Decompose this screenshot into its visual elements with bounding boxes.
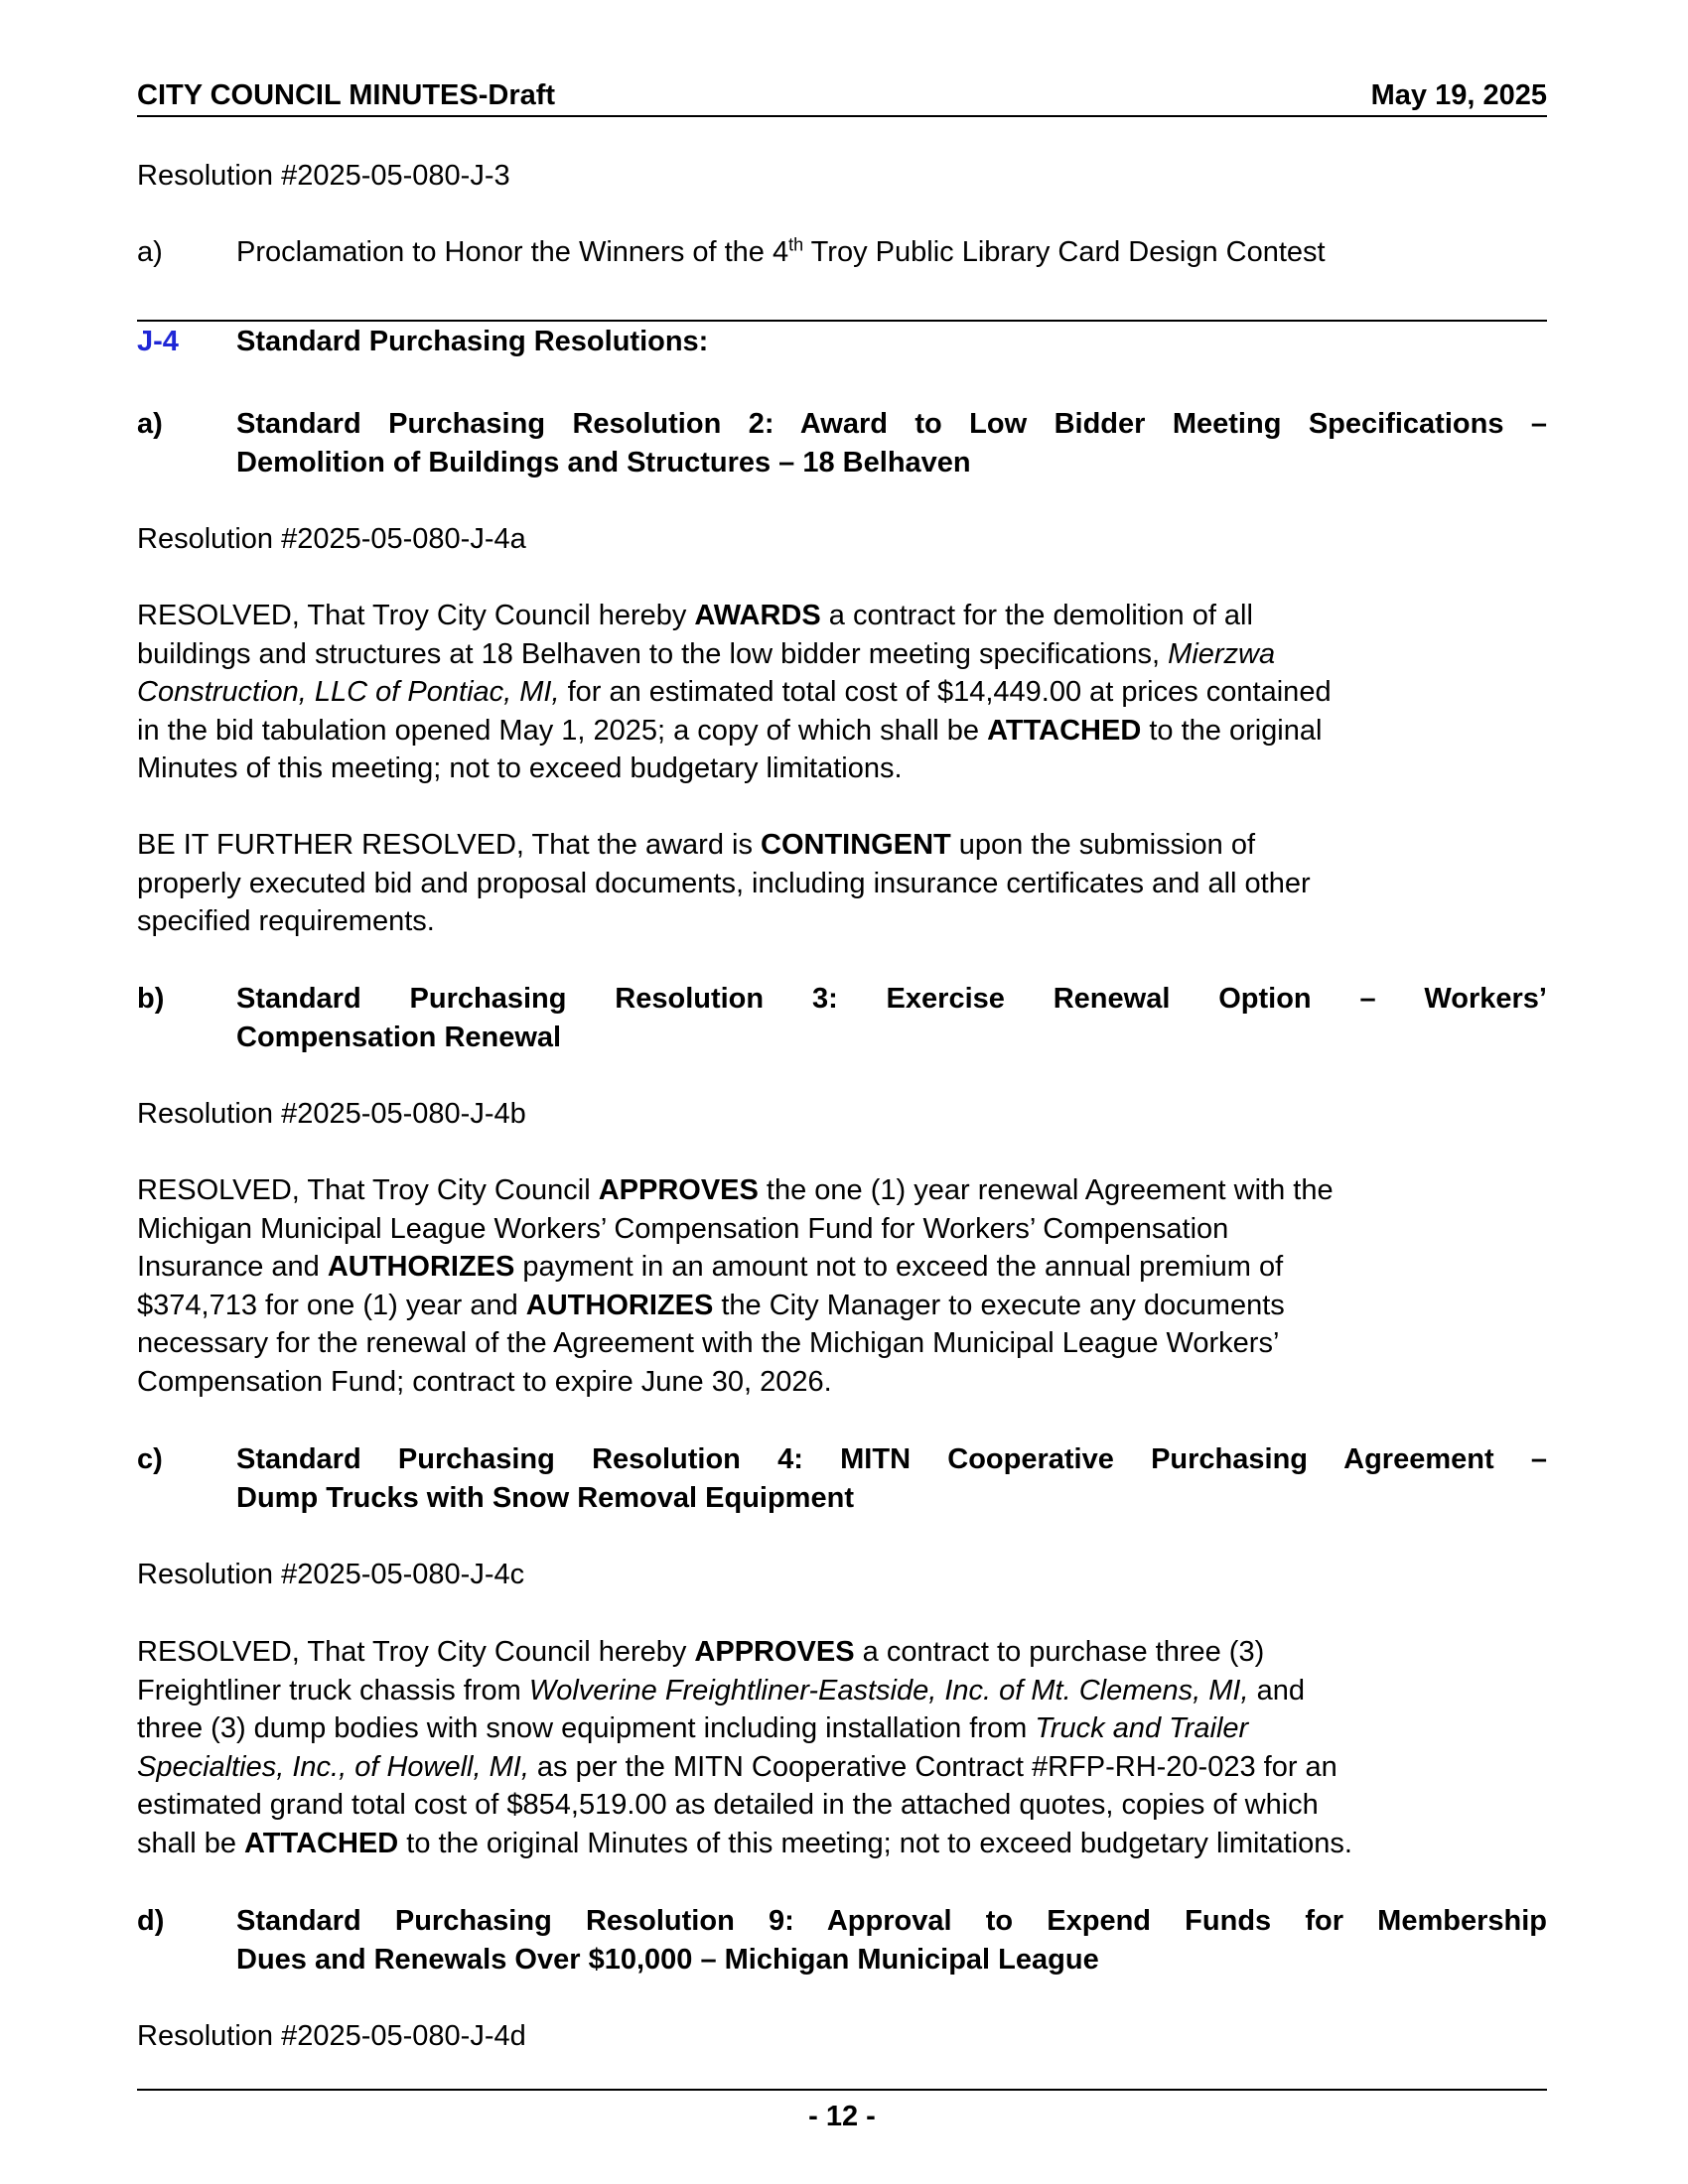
section-divider	[137, 320, 1547, 322]
section-code: J-4	[137, 326, 179, 357]
item-label-d: d)	[137, 1905, 165, 1937]
footer-divider	[137, 2089, 1547, 2091]
section-title: Standard Purchasing Resolutions:	[236, 326, 709, 357]
item-d-heading: Standard Purchasing Resolution 9: Approval to Expend Funds for Membership Dues and Renewals Over $10,000 – Michigan Municipal League	[236, 1905, 1547, 1976]
header-title: CITY COUNCIL MINUTES-Draft	[137, 79, 556, 111]
resolution-id-j4d: Resolution #2025-05-080-J-4d	[137, 2020, 526, 2052]
item-b-paragraph-1: RESOLVED, That Troy City Council APPROVES the one (1) year renewal Agreement with the Michigan Municipal League Workers’ Compensation Fund for Workers’ Compensation Insurance and AUTHORIZES payment in an amount not to exceed the annual premium of $374,713 for one (1) year and AUTHORIZES the City Manager to execute any documents necessary for the renewal of the Agreement with the Michigan Municipal League Workers’ Compensation Fund; contract to expire June 30, 2026.	[137, 1174, 1334, 1398]
item-label-a: a)	[137, 408, 163, 440]
resolution-id-j4a: Resolution #2025-05-080-J-4a	[137, 523, 526, 555]
item-b-heading: Standard Purchasing Resolution 3: Exercise Renewal Option – Workers’ Compensation Renewal	[236, 983, 1547, 1053]
resolution-id-j4b: Resolution #2025-05-080-J-4b	[137, 1098, 526, 1130]
page-header	[137, 79, 1547, 117]
resolution-id-j4c: Resolution #2025-05-080-J-4c	[137, 1559, 525, 1590]
item-a-heading: Standard Purchasing Resolution 2: Award to Low Bidder Meeting Specifications – Demolition of Buildings and Structures – 18 Belhaven	[236, 408, 1547, 478]
item-c-heading: Standard Purchasing Resolution 4: MITN Cooperative Purchasing Agreement – Dump Trucks with Snow Removal Equipment	[236, 1443, 1547, 1514]
item-label-b: b)	[137, 983, 165, 1015]
item-label-a-j3: a)	[137, 236, 163, 268]
proclamation-text: Proclamation to Honor the Winners of the 4th Troy Public Library Card Design Contest	[236, 234, 1326, 268]
header-date: May 19, 2025	[1370, 79, 1547, 111]
resolution-id-j3: Resolution #2025-05-080-J-3	[137, 160, 510, 192]
item-c-paragraph-1: RESOLVED, That Troy City Council hereby APPROVES a contract to purchase three (3) Freightliner truck chassis from Wolverine Freightliner-Eastside, Inc. of Mt. Clemens, MI, and three (3) dump bodies with snow equipment including installation from Truck and Trailer Specialties, Inc., of Howell, MI, as per the MITN Cooperative Contract #RFP-RH-20-023 for an estimated grand total cost of $854,519.00 as detailed in the attached quotes, copies of which shall be ATTACHED to the original Minutes of this meeting; not to exceed budgetary limitations.	[137, 1636, 1352, 1859]
item-a-paragraph-2: BE IT FURTHER RESOLVED, That the award is CONTINGENT upon the submission of properly executed bid and proposal documents, including insurance certificates and all other specified requirements.	[137, 829, 1311, 937]
page-number: - 12 -	[808, 2101, 876, 2132]
item-label-c: c)	[137, 1443, 163, 1475]
item-a-paragraph-1: RESOLVED, That Troy City Council hereby AWARDS a contract for the demolition of all buildings and structures at 18 Belhaven to the low bidder meeting specifications, Mierzwa Construction, LLC of Pontiac, MI, for an estimated total cost of $14,449.00 at prices contained in the bid tabulation opened May 1, 2025; a copy of which shall be ATTACHED to the original Minutes of this meeting; not to exceed budgetary limitations.	[137, 600, 1332, 784]
